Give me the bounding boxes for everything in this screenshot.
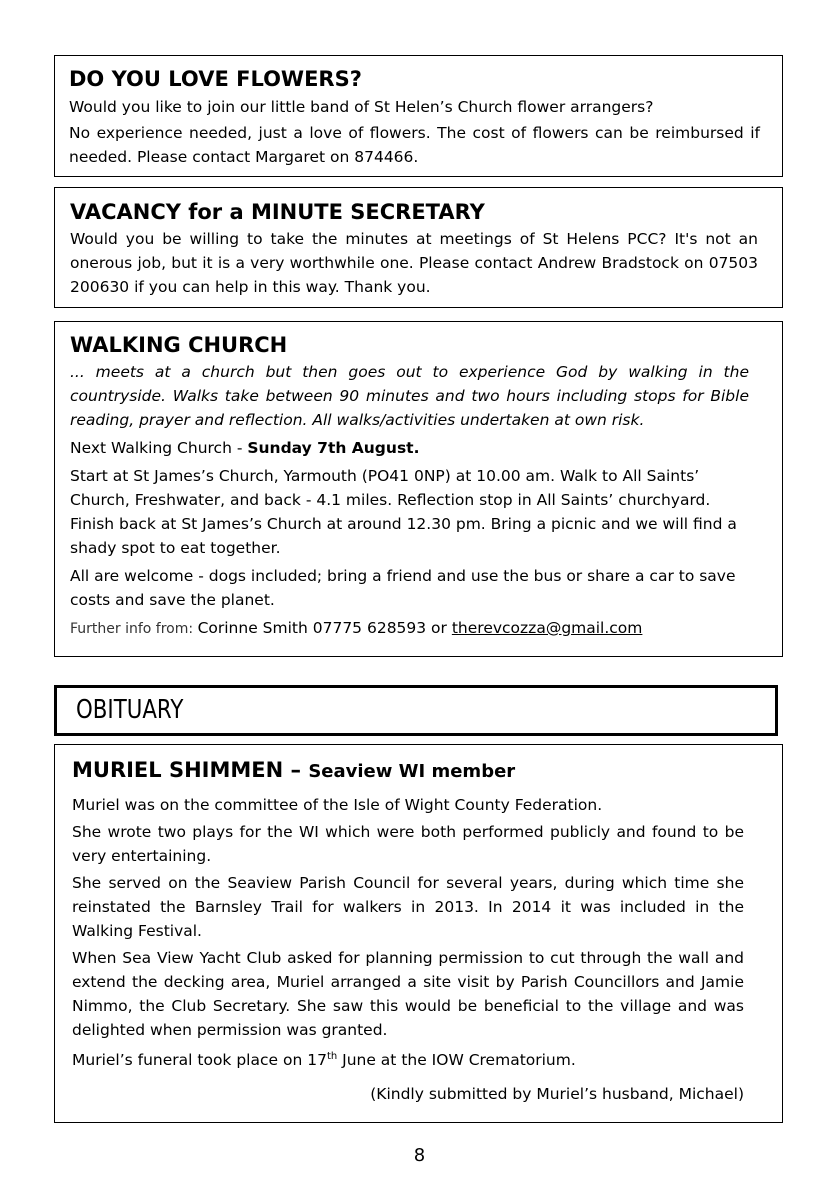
obituary-box — [54, 744, 783, 1123]
walking-welcome: All are welcome - dogs included; bring a friend and use the bus or share a car to save costs and save the planet. — [70, 567, 736, 609]
email-link[interactable]: therevcozza@gmail.com — [451, 619, 643, 637]
walking-next — [70, 436, 749, 460]
funeral-text-a: Muriel’s funeral took place on 17 — [72, 1051, 327, 1070]
obituary-p5 — [72, 1045, 744, 1072]
walking-next-date: Sunday 7th August. — [247, 439, 420, 457]
obituary-p4: When Sea View Yacht Club asked for planning permission to cut through the wall and extend the decking area, Muriel arranged a site visit by Parish Councillors and Jamie Nimmo, the Club Secretary. She saw this would be beneficial to the village and was delighted when permission was granted. — [72, 949, 744, 1039]
flowers-details: No experience needed, just a love of flowers. The cost of flowers can be reimbursed if needed. Please contact Margaret on 874466. — [69, 124, 760, 166]
walking-info — [70, 616, 749, 641]
obituary-p1: Muriel was on the committee of the Isle of Wight County Federation. — [72, 796, 603, 814]
obituary-title — [72, 757, 744, 785]
obituary-heading: OBITUARY — [76, 695, 184, 725]
walking-info-contact: Corinne Smith 07775 628593 or — [197, 619, 452, 637]
walking-intro: ... meets at a church but then goes out to experience God by walking in the countryside. Walks take between 90 minutes and two hours including stops for Bible reading, prayer and reflection. All walks/activities undertaken at own risk. — [70, 363, 749, 429]
walking-title: WALKING CHURCH — [70, 333, 288, 357]
walking-details: Start at St James’s Church, Yarmouth (PO41 0NP) at 10.00 am. Walk to All Saints’ Church, Freshwater, and back - 4.1 miles. Reflection stop in All Saints’ churchyard. Finish back at St James’s Church at around 12.30 pm. Bring a picnic and we will find a shady spot to eat together. — [70, 467, 737, 557]
funeral-text-b: June at the IOW Crematorium. — [337, 1051, 576, 1070]
obituary-p2: She wrote two plays for the WI which were both performed publicly and found to be very entertaining. — [72, 823, 744, 865]
obituary-subtitle: Seaview WI member — [308, 761, 516, 782]
obituary-credit: (Kindly submitted by Muriel’s husband, Michael) — [370, 1085, 744, 1104]
walking-next-prefix: Next Walking Church - — [70, 439, 248, 457]
obituary-header-box — [54, 685, 778, 736]
flowers-box — [54, 55, 783, 177]
walking-info-prefix: Further info from: — [70, 621, 198, 637]
obituary-name: MURIEL SHIMMEN – — [72, 758, 309, 782]
vacancy-title: VACANCY for a MINUTE SECRETARY — [70, 200, 485, 224]
flowers-title: DO YOU LOVE FLOWERS? — [69, 67, 362, 91]
vacancy-box — [54, 187, 783, 308]
funeral-sup: th — [326, 1051, 338, 1062]
page-number: 8 — [413, 1145, 426, 1166]
obituary-p3: She served on the Seaview Parish Council for several years, during which time she reinstated the Barnsley Trail for walkers in 2013. In 2014 it was included in the Walking Festival. — [72, 874, 744, 940]
vacancy-text: Would you be willing to take the minutes at meetings of St Helens PCC? It's not an onerous job, but it is a very worthwhile one. Please contact Andrew Bradstock on 07503 200630 if you can help in this way. Thank you. — [70, 230, 758, 296]
walking-church-box — [54, 321, 783, 657]
flowers-invite: Would you like to join our little band of St Helen’s Church flower arrangers? — [69, 98, 654, 116]
